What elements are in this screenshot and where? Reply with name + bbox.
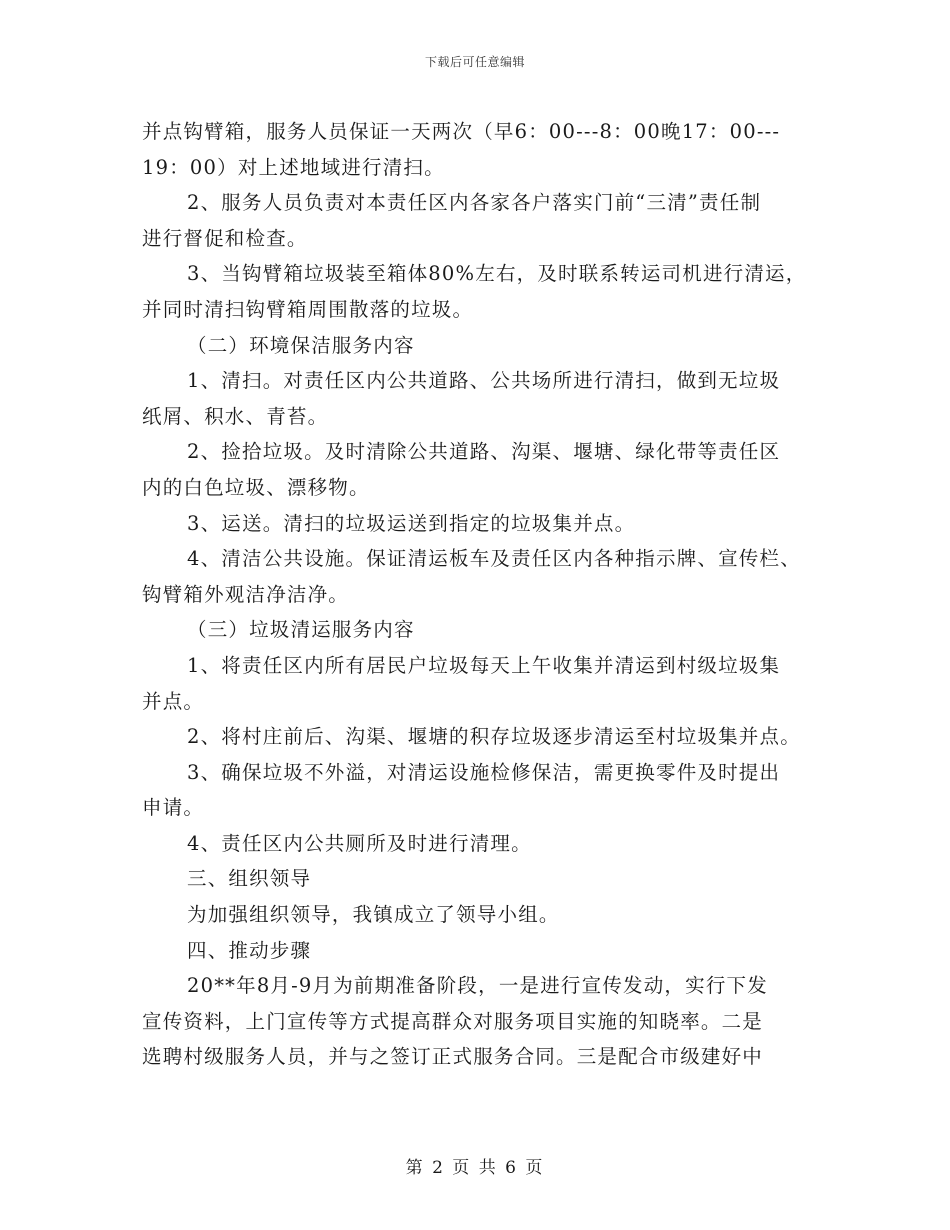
text-line: 3、运送。清扫的垃圾运送到指定的垃圾集并点。 — [187, 511, 636, 535]
section-heading: （二）环境保洁服务内容 — [187, 333, 415, 357]
text-line: 并点钩臂箱，服务人员保证一天两次（早6：00---8：00晚17：00--- — [142, 120, 781, 143]
section-heading: （三）垃圾清运服务内容 — [187, 618, 415, 642]
text-line: 1、清扫。对责任区内公共道路、公共场所进行清扫，做到无垃圾 — [187, 369, 781, 393]
text-line: 宣传资料，上门宣传等方式提高群众对服务项目实施的知晓率。二是 — [142, 1009, 764, 1033]
section-heading: 四、推动步骤 — [187, 938, 312, 962]
page-header: 下载后可任意编辑 — [424, 55, 525, 69]
text-line: 19：00）对上述地域进行清扫。 — [142, 155, 445, 179]
text-line: 并点。 — [142, 689, 205, 713]
document-body — [142, 114, 832, 1075]
text-line: 为加强组织领导，我镇成立了领导小组。 — [187, 903, 560, 927]
text-line: 4、责任区内公共厕所及时进行清理。 — [187, 831, 532, 855]
text-line: 3、确保垃圾不外溢，对清运设施检修保洁，需更换零件及时提出 — [187, 760, 781, 784]
text-line: 进行督促和检查。 — [142, 226, 308, 250]
text-line: 内的白色垃圾、漂移物。 — [142, 475, 370, 499]
text-line: 2、服务人员负责对本责任区内各家各户落实门前“三清”责任制 — [187, 191, 762, 215]
text-line: 申请。 — [142, 796, 205, 820]
text-line: 4、清洁公共设施。保证清运板车及责任区内各种指示牌、宣传栏、 — [187, 547, 801, 571]
text-line: 2、捡拾垃圾。及时清除公共道路、沟渠、堰塘、绿化带等责任区 — [187, 440, 781, 464]
text-line: 20**年8月-9月为前期准备阶段，一是进行宣传发动，实行下发 — [187, 974, 768, 998]
text-line: 3、当钩臂箱垃圾装至箱体80%左右，及时联系转运司机进行清运， — [187, 262, 807, 286]
text-line: 2、将村庄前后、沟渠、堰塘的积存垃圾逐步清运至村垃圾集并点。 — [187, 725, 801, 749]
section-heading: 三、组织领导 — [187, 867, 312, 891]
text-line: 纸屑、积水、青苔。 — [142, 404, 329, 428]
page-footer: 第 2 页 共 6 页 — [405, 1158, 545, 1178]
text-line: 并同时清扫钩臂箱周围散落的垃圾。 — [142, 297, 474, 321]
text-line: 钩臂箱外观洁净洁净。 — [142, 582, 350, 606]
text-line: 1、将责任区内所有居民户垃圾每天上午收集并清运到村级垃圾集 — [187, 653, 781, 677]
text-line: 选聘村级服务人员，并与之签订正式服务合同。三是配合市级建好中 — [142, 1045, 764, 1069]
